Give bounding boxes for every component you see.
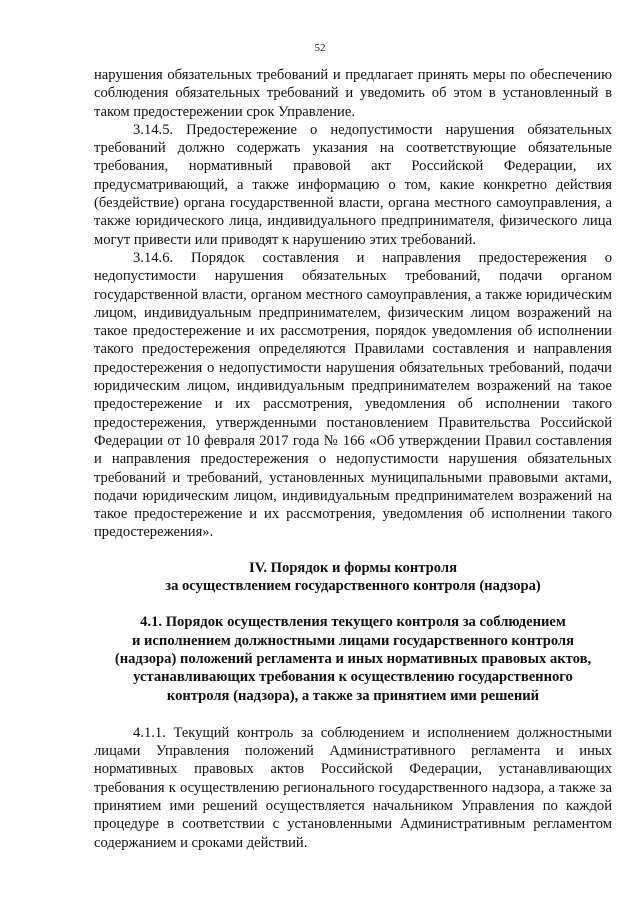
subsection-heading-line: устанавливающих требования к осуществлению государственного	[133, 669, 573, 686]
section-heading-line: IV. Порядок и формы контроля	[249, 559, 457, 576]
page-number: 52	[314, 42, 326, 54]
paragraph-continuation: нарушения обязательных требований и предлагает принять меры по обеспечению соблюдения обязательных требований и уведомить об этом в установленный в таком предостережении срок Управление.	[94, 67, 612, 120]
subsection-heading-line: 4.1. Порядок осуществления текущего контроля за соблюдением	[140, 614, 566, 631]
subsection-heading	[94, 613, 612, 704]
paragraph-4-1-1: 4.1.1. Текущий контроль за соблюдением и исполнением должностными лицами Управления положений Административного регламента и иных нормативных правовых актов Российской Федерации, устанавливающих требования к осуществлению регионального государственного надзора, а также за принятием ими решений осуществляется начальником Управления по каждой процедуре в соответствии с установленными Административным регламентом содержанием и сроками действий.	[94, 724, 612, 851]
subsection-heading-line: (надзора) положений регламента и иных нормативных правовых актов,	[114, 650, 592, 667]
section-heading-line: за осуществлением государственного контроля (надзора)	[165, 578, 541, 595]
paragraph-3-14-5: 3.14.5. Предостережение о недопустимости нарушения обязательных требований должно содержать указания на соответствующие обязательные требования, нормативный правовой акт Российской Федерации, их предусматривающий, а также информацию о том, какие конкретно действия (бездействие) органа государственной власти, органа местного самоуправления, а также юридического лица, индивидуального предпринимателя, физического лица могут привести или приводят к нарушению этих требований.	[94, 121, 612, 248]
subsection-heading-line: контроля (надзора), а также за принятием ими решений	[166, 687, 540, 704]
subsection-heading-line: и исполнением должностными лицами государственного контроля	[131, 632, 575, 649]
paragraph-3-14-6: 3.14.6. Порядок составления и направления предостережения о недопустимости нарушения обязательных требований, подачи органом государственной власти, органом местного самоуправления, а также юридическим лицом, индивидуальным предпринимателем, физическим лицом возражений на такое предостережение и их рассмотрения, порядок уведомления об исполнении такого предостережения определяются Правилами составления и направления предостережения о недопустимости нарушения обязательных требований, подачи юридическим лицом, индивидуальным предпринимателем возражений на такое предостережение и их рассмотрения, уведомления об исполнении такого предостережения, утвержденными постановлением Правительства Российской Федерации от 10 февраля 2017 года № 166 «Об утверждении Правил составления и направления предостережения о недопустимости нарушения обязательных требований и требований, установленных муниципальными правовыми актами, подачи юридическим лицом, индивидуальным предпринимателем возражений на такое предостережение и их рассмотрения, уведомления об исполнении такого предостережения».	[94, 249, 612, 541]
section-heading	[94, 559, 612, 596]
document-body	[94, 66, 612, 852]
